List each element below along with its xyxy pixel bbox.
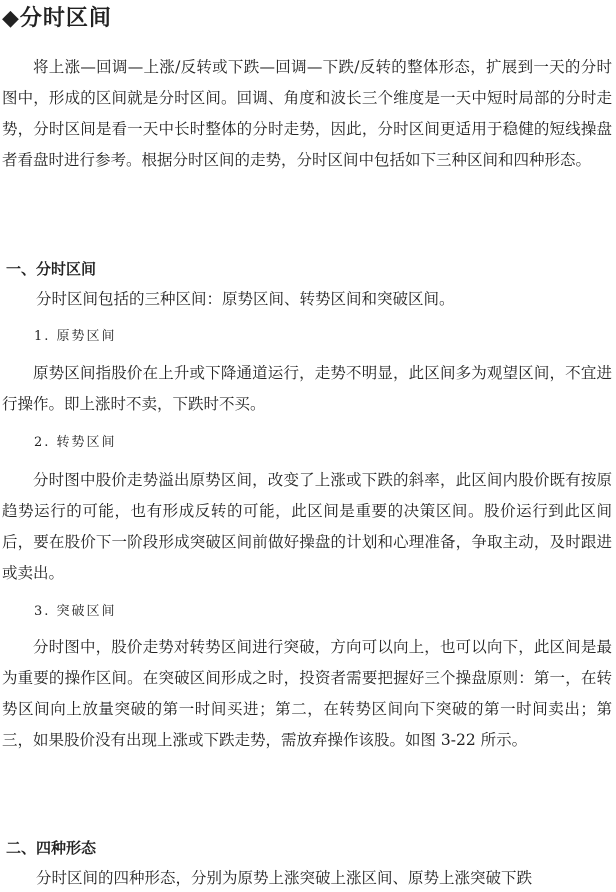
page-title: ◆分时区间 — [2, 6, 112, 31]
subheading-original-trend: 1. 原势区间 — [34, 329, 117, 344]
intro-paragraph: 将上涨—回调—上涨/反转或下跌—回调—下跌/反转的整体形态，扩展到一天的分时图中，形成的区间就是分时区间。回调、角度和波长三个维度是一天中短时局部的分时走势，分时区间是看一天中长时整体的分时走势，因此，分时区间更适用于稳健的短线操盘者看盘时进行参考。根据分时区间的走势，分时区间中包括如下三种区间和四种形态。 — [2, 58, 612, 169]
paragraph-breakout: 分时图中，股价走势对转势区间进行突破，方向可以向上，也可以向下，此区间是最为重要的操作区间。在突破区间形成之时，投资者需要把握好三个操盘原则：第一，在转势区间向上放量突破的第一时间买进；第二，在转势区间向下突破的第一时间卖出；第三，如果股价没有出现上涨或下跌走势，需放弃操作该股。如图 3-22 所示。 — [2, 638, 612, 749]
section-heading-patterns: 二、四种形态 — [6, 839, 97, 857]
subheading-trend-reversal: 2. 转势区间 — [34, 435, 117, 450]
paragraph-trend-reversal: 分时图中股价走势溢出原势区间，改变了上涨或下跌的斜率，此区间内股价既有按原趋势运行的可能，也有形成反转的可能，此区间是重要的决策区间。股价运行到此区间后，要在股价下一阶段形成突破区间前做好操盘的计划和心理准备，争取主动，及时跟进或卖出。 — [2, 471, 612, 582]
section-lead-patterns: 分时区间的四种形态，分别为原势上涨突破上涨区间、原势上涨突破下跌 — [36, 869, 533, 887]
section-heading-intervals: 一、分时区间 — [6, 260, 97, 278]
section-lead-intervals: 分时区间包括的三种区间：原势区间、转势区间和突破区间。 — [36, 290, 455, 308]
paragraph-original-trend: 原势区间指股价在上升或下降通道运行，走势不明显，此区间多为观望区间，不宜进行操作。即上涨时不卖，下跌时不买。 — [2, 364, 612, 413]
subheading-breakout: 3. 突破区间 — [34, 604, 117, 619]
